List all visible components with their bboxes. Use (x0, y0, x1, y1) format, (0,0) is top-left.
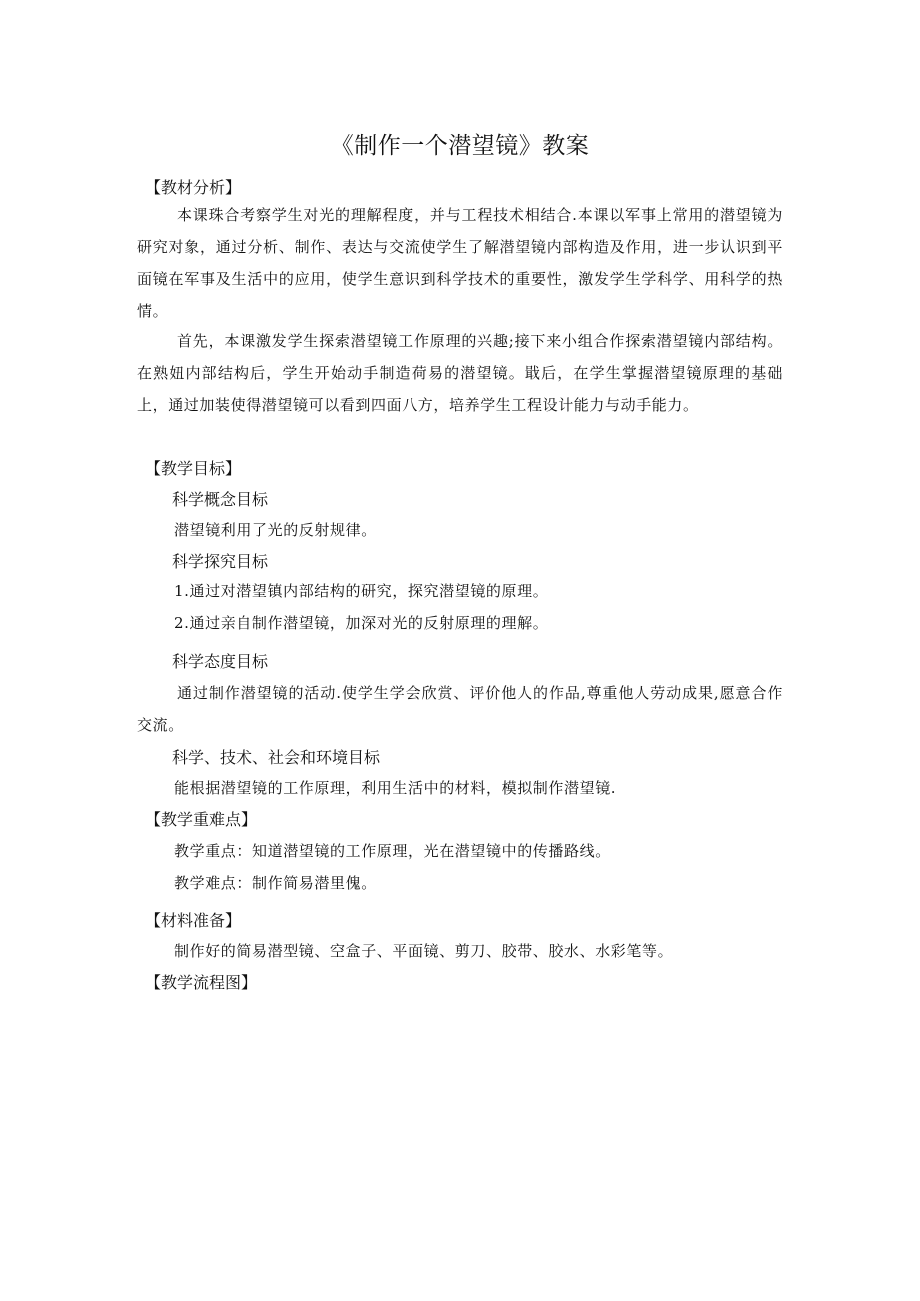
goal-concept-title: 科学概念目标 (172, 490, 269, 509)
goal-attitude-title: 科学态度目标 (172, 652, 269, 671)
goal-concept-text: 潜望镜利用了光的反射规律。 (174, 521, 377, 539)
heading-analysis: 【教材分析】 (145, 178, 242, 197)
goal-inquiry-item-2: 2.通过亲自制作潜望镜，加深对光的反射原理的理解。 (174, 614, 549, 632)
goal-inquiry-item-1: 1.通过对潜望镇内部结构的研究，探究潜望镜的原理。 (174, 582, 549, 600)
heading-flow: 【教学流程图】 (145, 973, 258, 992)
keypoint-key: 教学重点：知道潜望镜的工作原理，光在潜望镜中的传播路线。 (174, 842, 611, 860)
goal-inquiry-title: 科学探究目标 (172, 552, 269, 571)
materials-text: 制作好的简易潜型镜、空盒子、平面镜、剪刀、胶带、胶水、水彩笔等。 (174, 942, 674, 960)
goal-stse-title: 科学、技术、社会和环境目标 (172, 748, 381, 767)
page-title: 《制作一个潜望镜》教案 (330, 133, 590, 159)
analysis-paragraph-1: 本课珠合考察学生对光的理解程度，并与工程技术相结合.本课以军事上常用的潜望镜为研究对象，通过分析、制作、表达与交流使学生了解潜望镜内部构造及作用，进一步认识到平面镜在军事及生活中的应用，使学生意识到科学技术的重要性，激发学生学科学、用科学的热情。 (137, 206, 783, 320)
heading-goals: 【教学目标】 (145, 459, 242, 478)
heading-materials: 【材料准备】 (145, 911, 242, 930)
analysis-paragraph-2: 首先，本课激发学生探索潜望镜工作原理的兴趣;接下来小组合作探索潜望镜内部结构。在熟妞内部结构后，学生开始动手制造荷易的潜望镜。戢后，在学生掌握潜望镜原理的基础上，通过加装使得潜望镜可以看到四面八方，培养学生工程设计能力与动手能力。 (137, 332, 783, 414)
heading-keypoints: 【教学重难点】 (145, 810, 258, 829)
goal-attitude-text: 通过制作潜望镜的活动.使学生学会欣赏、评价他人的作品,尊重他人劳动成果,愿意合作交流。 (137, 684, 783, 734)
keypoint-difficult: 教学难点：制作简易潜里傀。 (174, 874, 377, 892)
goal-stse-text: 能根据潜望镜的工作原理，利用生活中的材料，模拟制作潜望镜. (174, 779, 617, 797)
